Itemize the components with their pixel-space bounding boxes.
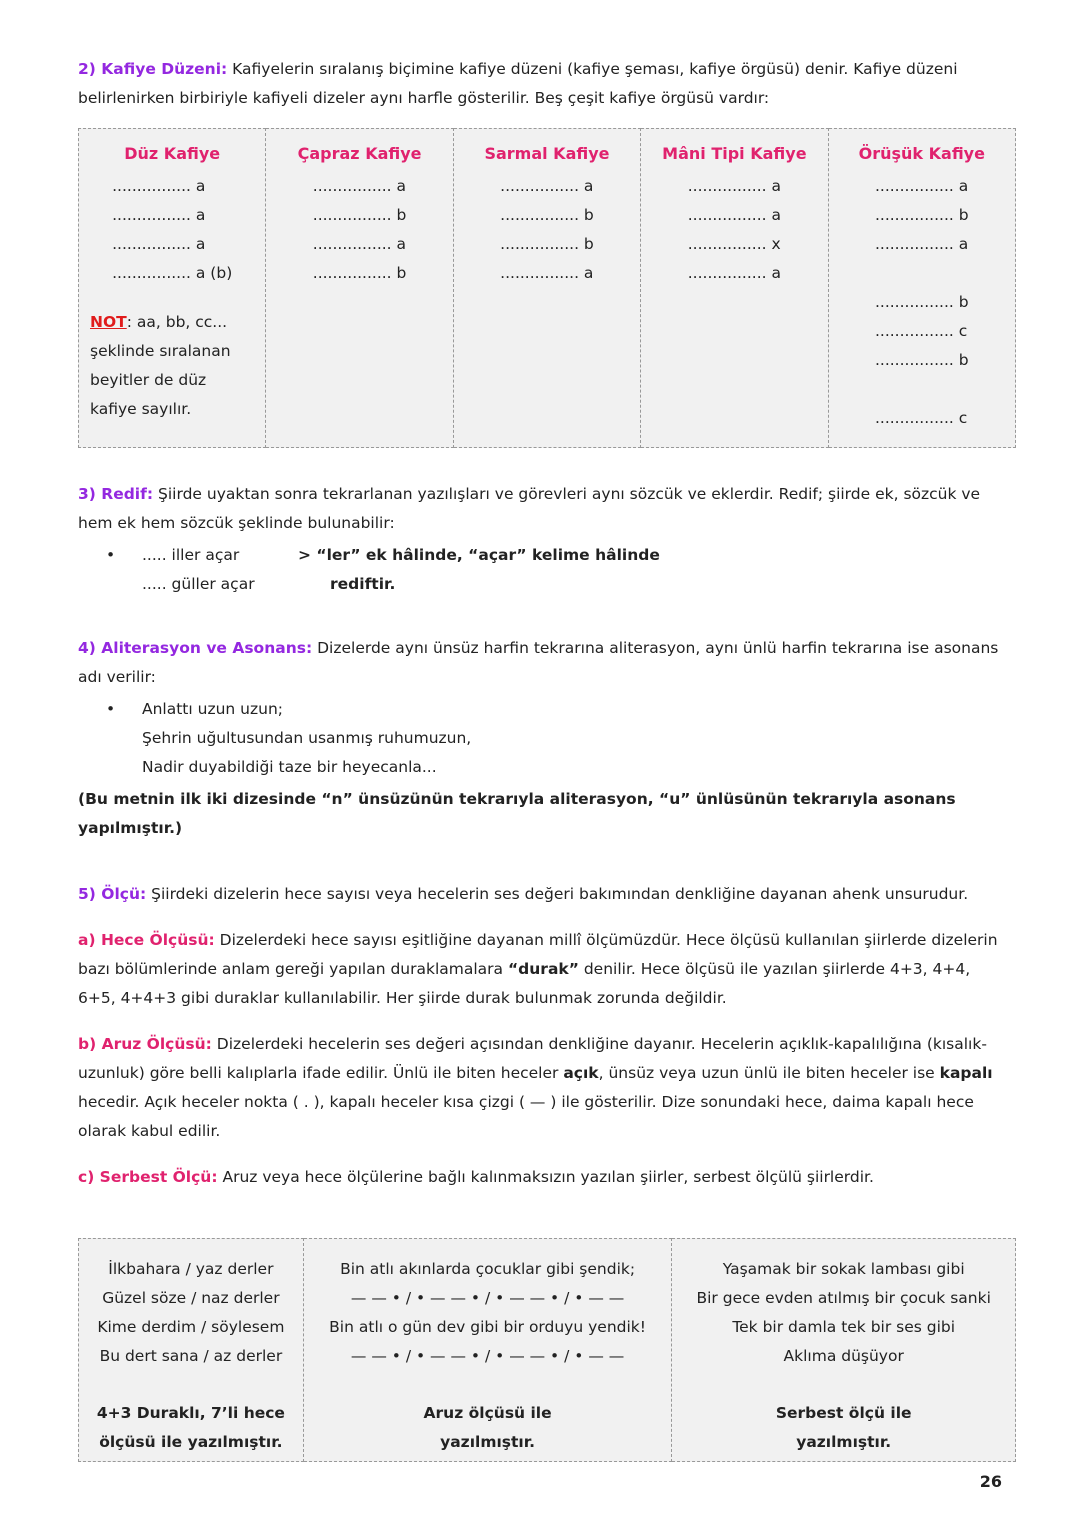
hece-olcusu	[78, 926, 1008, 1013]
rhyme-line: ................ b	[312, 264, 407, 282]
rhyme-line: ................ a	[312, 177, 407, 195]
text: hecedir. Açık heceler nokta ( . ), kapalı heceler kısa çizgi ( — ) ile gösterilir. Dize sonundaki hece, daima kapalı hece olarak kabul edilir.	[78, 1093, 974, 1140]
rhyme-line: ................ a	[687, 206, 781, 224]
poem-line: Bin atlı o gün dev gibi bir orduyu yendik!	[329, 1318, 646, 1336]
rhyme-lines	[112, 172, 232, 288]
rhyme-line: ................ a	[312, 235, 407, 253]
example-line: ..... iller açar	[142, 546, 240, 564]
note-label: NOT	[90, 313, 127, 331]
meter-column	[79, 1239, 304, 1462]
section-title: 4) Aliterasyon ve Asonans:	[78, 639, 313, 657]
section-title: 2) Kafiye Düzeni:	[78, 60, 228, 78]
poem-line: İlkbahara / yaz derler	[108, 1260, 274, 1278]
aruz-olcusu	[78, 1030, 1008, 1146]
rhyme-line: ................ a	[687, 264, 781, 282]
section-olcu	[78, 880, 1008, 1192]
caption-line: Serbest ölçü ile	[775, 1404, 912, 1422]
section-title: 5) Ölçü:	[78, 885, 147, 903]
poem-line: Bir gece evden atılmış bir çocuk sanki	[696, 1289, 991, 1307]
page-number: 26	[979, 1472, 1002, 1491]
poem-line: Güzel söze / naz derler	[102, 1289, 280, 1307]
rhyme-column	[828, 129, 1015, 448]
rhyme-line: ................ x	[687, 235, 781, 253]
note-text: : aa, bb, cc... şeklinde sıralanan beyitler de düz kafiye sayılır.	[90, 313, 231, 418]
rhyme-lines	[313, 172, 407, 288]
subsection-title: c) Serbest Ölçü:	[78, 1168, 218, 1186]
meter-column	[303, 1239, 672, 1462]
subsection-title: b) Aruz Ölçüsü:	[78, 1035, 212, 1053]
poem-line: Yaşamak bir sokak lambası gibi	[722, 1260, 965, 1278]
column-header: Çapraz Kafiye	[297, 144, 422, 163]
section-text: Şiirdeki dizelerin hece sayısı veya hecelerin ses değeri bakımından denkliğine dayanan ahenk unsurudur.	[151, 885, 969, 903]
poem-line: Bin atlı akınlarda çocuklar gibi şendik;	[340, 1260, 636, 1278]
rhyme-line: ................ a	[874, 235, 969, 253]
rhyme-lines	[875, 172, 969, 433]
bold-term: açık	[563, 1064, 599, 1082]
column-header: Mâni Tipi Kafiye	[662, 144, 807, 163]
bold-term: kapalı	[939, 1064, 993, 1082]
caption-line: Aruz ölçüsü ile	[423, 1404, 552, 1422]
poem-line: Bu dert sana / az derler	[99, 1347, 283, 1365]
poem-line: Tek bir damla tek bir ses gibi	[732, 1318, 956, 1336]
text: Dizelerdeki hece sayısı eşitliğine dayanan millî ölçümüzdür. Hece ölçüsü kullanılan şiirlerde dizelerin bazı bölümlerinde anlam gereği yapılan duraklamalara	[78, 931, 998, 978]
bold-term: “durak”	[507, 960, 579, 978]
poem-line: Anlattı uzun uzun;	[142, 700, 283, 718]
note: (Bu metnin ilk iki dizesinde “n” ünsüzünün tekrarıyla aliterasyon, “u” ünlüsünün tekrarıyla asonans yapılmıştır.)	[78, 790, 956, 837]
column-header: Düz Kafiye	[124, 144, 221, 163]
subsection-title: a) Hece Ölçüsü:	[78, 931, 215, 949]
text: , ünsüz veya uzun ünlü ile biten heceler ise	[598, 1064, 935, 1082]
section-text: Dizelerde aynı ünsüz harfin tekrarına aliterasyon, aynı ünlü harfin tekrarına ise asonans adı verilir:	[78, 639, 999, 686]
poem-line: — — • / • — — • / • — — • / • — —	[350, 1289, 625, 1307]
text: denilir. Hece ölçüsü ile yazılan şiirlerde 4+3, 4+4, 6+5, 4+4+3 gibi duraklar kullanılabilir. Her şiirde durak bulunmak zorunda değildir.	[78, 960, 971, 1007]
text: Aruz veya hece ölçülerine bağlı kalınmaksızın yazılan şiirler, serbest ölçülü şiirlerdir.	[222, 1168, 874, 1186]
section-text: Şiirde uyaktan sonra tekrarlanan yazılışları ve görevleri aynı sözcük ve eklerdir. Redif; şiirde ek, sözcük ve hem ek hem sözcük şeklinde bulunabilir:	[78, 485, 981, 532]
section-title: 3) Redif:	[78, 485, 154, 503]
poem-line: Aklıma düşüyor	[783, 1347, 904, 1365]
column-header: Sarmal Kafiye	[484, 144, 610, 163]
serbest-olcu	[78, 1163, 1008, 1192]
rhyme-line: ................ a	[500, 177, 594, 195]
poem-line: Kime derdim / söylesem	[97, 1318, 285, 1336]
rhyme-line: ................ b	[874, 206, 969, 224]
column-header: Örüşük Kafiye	[858, 144, 985, 163]
section-redif	[78, 480, 1008, 599]
rhyme-column	[79, 129, 266, 448]
caption-line: ölçüsü ile yazılmıştır.	[99, 1433, 283, 1451]
rhyme-lines	[688, 172, 781, 288]
rhyme-line: ................ b	[874, 351, 969, 369]
rhyme-lines	[500, 172, 594, 288]
example-line: ..... güller açar	[142, 575, 255, 593]
caption	[310, 1399, 666, 1457]
rhyme-line: ................ b	[312, 206, 407, 224]
caption-line: yazılmıştır.	[796, 1433, 892, 1451]
caption	[678, 1399, 1009, 1457]
caption-line: yazılmıştır.	[440, 1433, 536, 1451]
rhyme-line: ................ c	[874, 322, 968, 340]
bullet: •	[106, 546, 116, 564]
explanation: rediftir.	[330, 575, 396, 593]
rhyme-line: ................ a	[687, 177, 781, 195]
rhyme-line: ................ a	[112, 235, 206, 253]
rhyme-line	[875, 259, 969, 288]
note	[80, 308, 264, 424]
caption	[85, 1399, 297, 1457]
rhyme-line: ................ a	[874, 177, 969, 195]
explanation: > “ler” ek hâlinde, “açar” kelime hâlinde	[298, 546, 660, 564]
poem-line: — — • / • — — • / • — — • / • — —	[350, 1347, 625, 1365]
rhyme-line	[875, 375, 969, 404]
rhyme-line: ................ a	[112, 177, 206, 195]
poem-line: Şehrin uğultusundan usanmış ruhumuzun,	[142, 729, 472, 747]
rhyme-line: ................ b	[874, 293, 969, 311]
poem-line: Nadir duyabildiği taze bir heyecanla...	[142, 758, 437, 776]
caption-line: 4+3 Duraklı, 7’li hece	[96, 1404, 285, 1422]
text: Dizelerdeki hecelerin ses değeri açısından denkliğine dayanır. Hecelerin açıklık-kapalılığına (kısalık-uzunluk) göre belli kalıplarla ifade edilir. Ünlü ile biten heceler	[78, 1035, 987, 1082]
rhyme-scheme-table	[78, 128, 1016, 448]
meter-column	[672, 1239, 1016, 1462]
rhyme-column	[266, 129, 453, 448]
section-aliterasyon	[78, 634, 1008, 843]
rhyme-line: ................ c	[874, 409, 968, 427]
rhyme-line: ................ a (b)	[112, 264, 233, 282]
rhyme-line: ................ b	[500, 206, 594, 224]
rhyme-column	[641, 129, 828, 448]
rhyme-column	[453, 129, 640, 448]
section-text: Kafiyelerin sıralanış biçimine kafiye düzeni (kafiye şeması, kafiye örgüsü) denir. Kafiye düzeni belirlenirken birbiriyle kafiyeli dizeler aynı harfle gösterilir. Beş çeşit kafiye örgüsü vardır:	[78, 60, 958, 107]
rhyme-line: ................ a	[112, 206, 206, 224]
rhyme-line: ................ a	[500, 264, 594, 282]
meter-examples-table	[78, 1238, 1016, 1462]
bullet: •	[106, 700, 116, 718]
section-kafiye-duzeni	[78, 55, 1008, 113]
rhyme-line: ................ b	[500, 235, 594, 253]
